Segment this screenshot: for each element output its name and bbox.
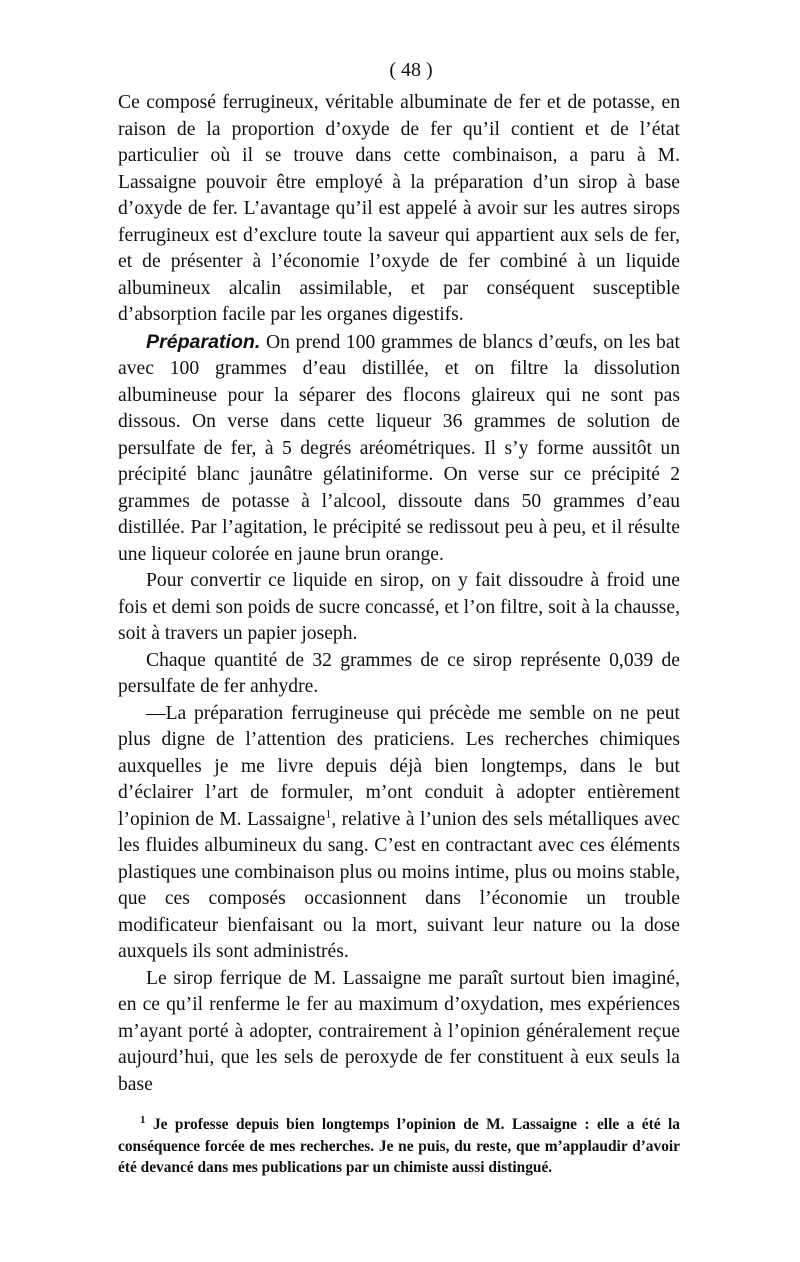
paragraph-preparation bbox=[118, 329, 680, 569]
commentary-text-b: , relative à l’union des sels métalliques avec les fluides albumineux du sang. C’est en contractant avec ces éléments plastiques une combinaison plus ou moins intime, plus ou moins stable, que ces composés occasionnent dans l’économie un trouble modificateur bienfaisant ou la mort, suivant leur nature ou la dose auxquels ils sont administrés. bbox=[118, 808, 681, 962]
paragraph-albuminate: Ce composé ferrugineux, véritable albuminate de fer et de potasse, en raison de la proportion d’oxyde de fer qu’il contient et de l’état particulier où il se trouve dans cette combinaison, a paru à M. Lassaigne pouvoir être employé à la préparation d’un sirop à base d’oxyde de fer. L’avantage qu’il est appelé à avoir sur les autres sirops ferrugineux est d’exclure toute la saveur qui appartient aux sels de fer, et de présenter à l’économie l’oxyde de fer combiné à un liquide albumineux alcalin assimilable, et par conséquent susceptible d’absorption facile par les organes digestifs. bbox=[118, 92, 680, 325]
paragraph-syrup-conversion: Pour convertir ce liquide en sirop, on y fait dissoudre à froid une fois et demi son poids de sucre concassé, et l’on filtre, soit à la chausse, soit à travers un papier joseph. bbox=[118, 570, 680, 644]
footnote-text: Je professe depuis bien longtemps l’opinion de M. Lassaigne : elle a été la conséquence forcée de mes recherches. Je ne puis, du reste, que m’applaudir d’avoir été devancé dans mes publications par un chimiste aussi distingué. bbox=[118, 1116, 680, 1176]
preparation-heading: Préparation. bbox=[146, 330, 261, 353]
commentary-text-a: —La préparation ferrugineuse qui précède me semble on ne peut plus digne de l’attention des praticiens. Les recherches chimiques auxquelles je me livre depuis déjà bien longtemps, dans le but d’éclairer l’art de formuler, m’ont conduit à adopter entièrement l’opinion de M. Lassaigne bbox=[118, 702, 680, 830]
paragraph-ferric-syrup: Le sirop ferrique de M. Lassaigne me paraît surtout bien imaginé, en ce qu’il renferme le fer au maximum d’oxydation, mes expériences m’ayant porté à adopter, contrairement à l’opinion généralement reçue aujourd’hui, que les sels de peroxyde de fer constituent à eux seuls la base bbox=[118, 967, 680, 1095]
paragraph-dose: Chaque quantité de 32 grammes de ce sirop représente 0,039 de persulfate de fer anhydre. bbox=[118, 649, 680, 697]
footnote-reference[interactable]: 1 bbox=[325, 805, 332, 820]
footnote bbox=[118, 1114, 680, 1179]
preparation-text: On prend 100 grammes de blancs d’œufs, on les bat avec 100 grammes d’eau distillée, et on filtre la dissolution albumineuse pour la séparer des flocons glaireux qui ne sont pas dissous. On verse dans cette liqueur 36 grammes de solution de persulfate de fer, à 5 degrés aréométriques. Il s’y forme aussitôt un précipité blanc jaunâtre gélatiniforme. On verse sur ce précipité 2 grammes de potasse à l’alcool, dissoute dans 50 grammes d’eau distillée. Par l’agitation, le précipité se redissout peu à peu, et il résulte une liqueur colorée en jaune brun orange. bbox=[118, 331, 680, 565]
footnote-number: 1 bbox=[140, 1113, 146, 1126]
document-page bbox=[118, 56, 680, 1179]
paragraph-commentary bbox=[118, 701, 680, 966]
page-number: ( 48 ) bbox=[389, 59, 433, 81]
